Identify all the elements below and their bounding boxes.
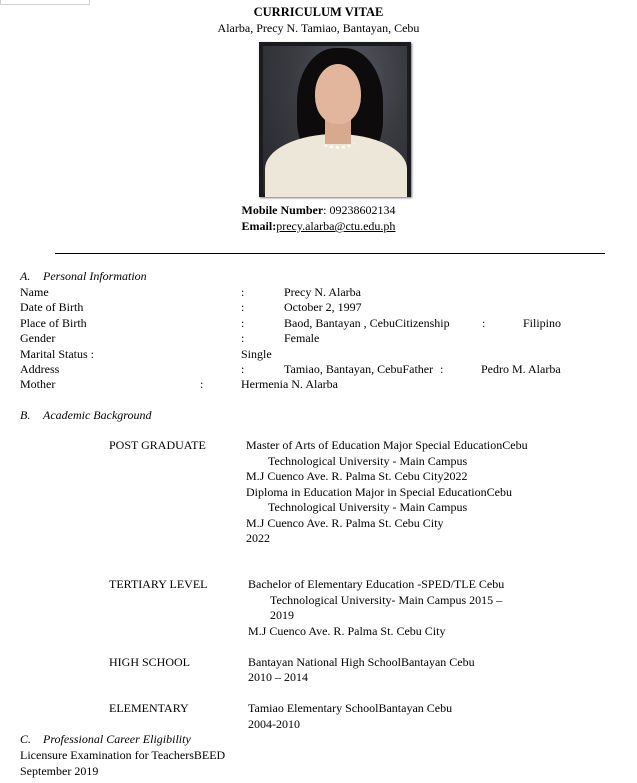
pob-value: Baod, Bantayan , CebuCitizenship bbox=[284, 316, 450, 330]
address-colon: : bbox=[241, 362, 245, 376]
mother-colon: : bbox=[200, 377, 204, 391]
father-value: Pedro M. Alarba bbox=[481, 362, 561, 376]
mother-label: Mother bbox=[20, 377, 56, 391]
section-eligibility-heading: C. Professional Career Eligibility bbox=[20, 732, 191, 746]
post-graduate-line: M.J Cuenco Ave. R. Palma St. Cebu City bbox=[246, 516, 444, 530]
eligibility-line: Licensure Examination for TeachersBEED bbox=[20, 748, 226, 762]
dob-colon: : bbox=[241, 300, 245, 314]
tertiary-level: TERTIARY LEVEL bbox=[109, 577, 208, 591]
citizenship-value: Filipino bbox=[523, 316, 562, 330]
high-school-line: Bantayan National High SchoolBantayan Cebu bbox=[248, 655, 475, 669]
post-graduate-line: 2022 bbox=[246, 531, 270, 545]
eligibility-line: September 2019 bbox=[20, 764, 99, 778]
header-divider bbox=[55, 253, 605, 254]
post-graduate-line: M.J Cuenco Ave. R. Palma St. Cebu City2022 bbox=[246, 469, 468, 483]
gender-label: Gender bbox=[20, 331, 56, 345]
address-value: Tamiao, Bantayan, CebuFather bbox=[284, 362, 434, 376]
post-graduate-line: Master of Arts of Education Major Special EducationCebu bbox=[246, 438, 528, 452]
tertiary-line: M.J Cuenco Ave. R. Palma St. Cebu City bbox=[248, 624, 446, 638]
high-school-level: HIGH SCHOOL bbox=[109, 655, 190, 669]
name-label: Name bbox=[20, 285, 49, 299]
tertiary-line: 2019 bbox=[270, 608, 294, 622]
mobile-number bbox=[0, 203, 637, 219]
section-academic-heading: B. Academic Background bbox=[20, 408, 152, 422]
post-graduate-line: Diploma in Education Major in Special EducationCebu bbox=[246, 485, 512, 499]
section-personal-heading: A. Personal Information bbox=[20, 269, 147, 283]
dob-label: Date of Birth bbox=[20, 300, 84, 314]
gender-colon: : bbox=[241, 331, 245, 345]
mother-value: Hermenia N. Alarba bbox=[241, 377, 338, 391]
elementary-level: ELEMENTARY bbox=[109, 701, 189, 715]
email-label: Email: bbox=[241, 219, 277, 233]
email-link[interactable]: precy.alarba@ctu.edu.ph bbox=[276, 219, 396, 233]
profile-photo bbox=[259, 42, 411, 197]
elementary-line: Tamiao Elementary SchoolBantayan Cebu bbox=[248, 701, 453, 715]
document-title: CURRICULUM VITAE bbox=[253, 5, 384, 19]
marital-value: Single bbox=[241, 347, 272, 361]
email-line bbox=[0, 219, 637, 235]
elementary-line: 2004-2010 bbox=[248, 717, 300, 731]
citizenship-colon: : bbox=[482, 316, 486, 330]
father-colon: : bbox=[440, 362, 444, 376]
post-graduate-line: Technological University - Main Campus bbox=[268, 500, 468, 514]
gender-value: Female bbox=[284, 331, 320, 345]
name-value: Precy N. Alarba bbox=[284, 285, 361, 299]
post-graduate-level: POST GRADUATE bbox=[109, 438, 206, 452]
high-school-line: 2010 – 2014 bbox=[248, 670, 308, 684]
mobile-value: : 09238602134 bbox=[323, 203, 396, 217]
post-graduate-line: Technological University - Main Campus bbox=[268, 454, 468, 468]
dob-value: October 2, 1997 bbox=[284, 300, 362, 314]
tertiary-line: Bachelor of Elementary Education -SPED/TLE Cebu bbox=[248, 577, 505, 591]
mobile-label: Mobile Number bbox=[241, 203, 324, 217]
pob-colon: : bbox=[241, 316, 245, 330]
tertiary-line: Technological University- Main Campus 2015 – bbox=[270, 593, 503, 607]
name-colon: : bbox=[241, 285, 245, 299]
pob-label: Place of Birth bbox=[20, 316, 87, 330]
marital-label: Marital Status : bbox=[20, 347, 94, 361]
address-label: Address bbox=[20, 362, 60, 376]
document-subtitle: Alarba, Precy N. Tamiao, Bantayan, Cebu bbox=[217, 21, 420, 35]
